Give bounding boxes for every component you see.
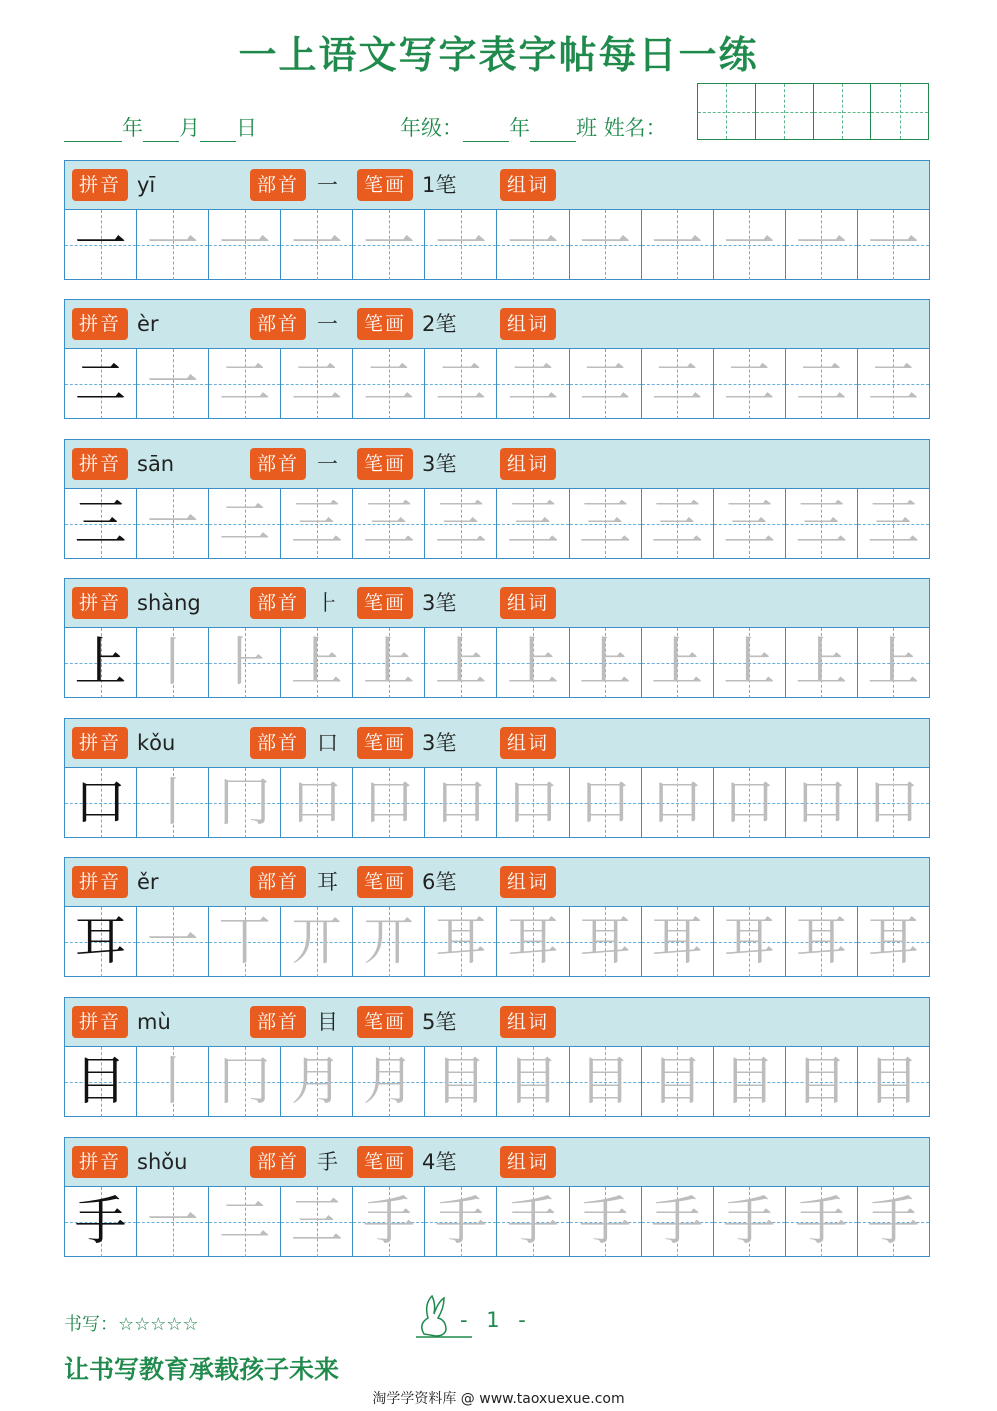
trace-character: 耳 bbox=[579, 912, 632, 972]
writing-grid bbox=[65, 907, 929, 977]
strokes-value: 2笔 bbox=[422, 312, 457, 336]
trace-character: 月 bbox=[362, 1052, 415, 1112]
grid-cell[interactable] bbox=[714, 907, 786, 977]
strokes-tag: 笔画 bbox=[357, 308, 413, 340]
trace-character: 三 bbox=[651, 494, 704, 554]
trace-character: 目 bbox=[507, 1052, 560, 1112]
name-cell[interactable] bbox=[756, 84, 814, 139]
grid-cell[interactable] bbox=[425, 489, 497, 559]
name-cell[interactable] bbox=[814, 84, 872, 139]
words-tag: 组词 bbox=[500, 169, 556, 201]
trace-character: 月 bbox=[290, 1052, 343, 1112]
trace-character: 二 bbox=[651, 354, 704, 414]
grid-cell[interactable] bbox=[281, 1187, 353, 1257]
strokes-tag: 笔画 bbox=[357, 1006, 413, 1038]
trace-character: 一 bbox=[362, 215, 415, 275]
pinyin-value: èr bbox=[137, 312, 159, 336]
grid-cell[interactable] bbox=[642, 907, 714, 977]
trace-character: 口 bbox=[867, 773, 920, 833]
practice-block bbox=[64, 439, 930, 559]
grid-cell[interactable] bbox=[209, 1187, 281, 1257]
trace-character: 三 bbox=[579, 494, 632, 554]
trace-character: 三 bbox=[290, 1192, 343, 1252]
name-cell[interactable] bbox=[871, 84, 928, 139]
practice-block bbox=[64, 299, 930, 419]
words-tag: 组词 bbox=[500, 866, 556, 898]
grid-cell[interactable] bbox=[137, 628, 209, 698]
trace-character: 目 bbox=[795, 1052, 848, 1112]
trace-character: 二 bbox=[723, 354, 776, 414]
grid-cell[interactable] bbox=[425, 210, 497, 280]
strokes-value: 3笔 bbox=[422, 452, 457, 476]
grid-cell[interactable] bbox=[65, 1047, 137, 1117]
grid-cell[interactable] bbox=[570, 489, 642, 559]
trace-character: 口 bbox=[362, 773, 415, 833]
grid-cell[interactable] bbox=[425, 1047, 497, 1117]
trace-character: 口 bbox=[434, 773, 487, 833]
trace-character: 一 bbox=[146, 215, 199, 275]
trace-character: 一 bbox=[651, 215, 704, 275]
grid-cell[interactable] bbox=[786, 349, 858, 419]
trace-character: 一 bbox=[867, 215, 920, 275]
grid-cell[interactable] bbox=[65, 1187, 137, 1257]
trace-character: 手 bbox=[651, 1192, 704, 1252]
trace-character: 手 bbox=[795, 1192, 848, 1252]
trace-character: 二 bbox=[362, 354, 415, 414]
grid-cell[interactable] bbox=[858, 489, 929, 559]
strokes-value: 3笔 bbox=[422, 731, 457, 755]
info-band bbox=[65, 579, 929, 628]
info-band bbox=[65, 719, 929, 768]
pinyin-value: mù bbox=[137, 1010, 171, 1034]
grid-cell[interactable] bbox=[65, 628, 137, 698]
trace-character: 一 bbox=[146, 354, 199, 414]
practice-block bbox=[64, 160, 930, 280]
grid-cell[interactable] bbox=[570, 1047, 642, 1117]
grid-cell[interactable] bbox=[786, 768, 858, 838]
grid-cell[interactable] bbox=[858, 628, 929, 698]
trace-character: 二 bbox=[218, 354, 271, 414]
grid-cell[interactable] bbox=[137, 1047, 209, 1117]
pinyin-value: ěr bbox=[137, 870, 159, 894]
grid-cell[interactable] bbox=[642, 628, 714, 698]
trace-character: 一 bbox=[579, 215, 632, 275]
trace-character: 上 bbox=[579, 633, 632, 693]
grid-cell[interactable] bbox=[786, 1047, 858, 1117]
model-character: 耳 bbox=[74, 912, 127, 972]
words-tag: 组词 bbox=[500, 1146, 556, 1178]
grid-cell[interactable] bbox=[209, 489, 281, 559]
grid-cell[interactable] bbox=[858, 1047, 929, 1117]
grid-cell[interactable] bbox=[786, 628, 858, 698]
pinyin-value: sān bbox=[137, 452, 175, 476]
name-writing-grid[interactable] bbox=[697, 83, 929, 140]
grid-cell[interactable] bbox=[714, 1047, 786, 1117]
grid-cell[interactable] bbox=[714, 628, 786, 698]
pinyin-value: yī bbox=[137, 173, 156, 197]
trace-character: 耳 bbox=[795, 912, 848, 972]
grid-cell[interactable] bbox=[425, 628, 497, 698]
trace-character: 上 bbox=[434, 633, 487, 693]
radical-value: 手 bbox=[317, 1150, 338, 1174]
practice-block bbox=[64, 718, 930, 838]
grid-cell[interactable] bbox=[786, 1187, 858, 1257]
model-character: 上 bbox=[74, 633, 127, 693]
trace-character: 一 bbox=[434, 215, 487, 275]
trace-character: 三 bbox=[362, 494, 415, 554]
pinyin-tag: 拼音 bbox=[72, 169, 128, 201]
trace-character: 手 bbox=[434, 1192, 487, 1252]
trace-character: 二 bbox=[795, 354, 848, 414]
grid-cell[interactable] bbox=[714, 1187, 786, 1257]
trace-character: 目 bbox=[723, 1052, 776, 1112]
grid-cell[interactable] bbox=[353, 210, 425, 280]
grid-cell[interactable] bbox=[642, 489, 714, 559]
grid-cell[interactable] bbox=[786, 210, 858, 280]
strokes-value: 6笔 bbox=[422, 870, 457, 894]
radical-value: 一 bbox=[317, 173, 338, 197]
trace-character: 二 bbox=[218, 1192, 271, 1252]
strokes-tag: 笔画 bbox=[357, 587, 413, 619]
grid-cell[interactable] bbox=[209, 1047, 281, 1117]
trace-character: 目 bbox=[434, 1052, 487, 1112]
words-tag: 组词 bbox=[500, 1006, 556, 1038]
name-cell[interactable] bbox=[698, 84, 756, 139]
grade-line bbox=[400, 112, 667, 142]
grid-cell[interactable] bbox=[570, 210, 642, 280]
grid-cell[interactable] bbox=[137, 489, 209, 559]
grid-cell[interactable] bbox=[353, 489, 425, 559]
trace-character: 丨 bbox=[146, 773, 199, 833]
grid-cell[interactable] bbox=[714, 210, 786, 280]
grid-cell[interactable] bbox=[497, 907, 569, 977]
trace-character: 一 bbox=[146, 494, 199, 554]
grid-cell[interactable] bbox=[642, 349, 714, 419]
grid-cell[interactable] bbox=[281, 489, 353, 559]
trace-character: 口 bbox=[579, 773, 632, 833]
words-tag: 组词 bbox=[500, 308, 556, 340]
grid-cell[interactable] bbox=[65, 349, 137, 419]
pinyin-tag: 拼音 bbox=[72, 308, 128, 340]
trace-character: 耳 bbox=[723, 912, 776, 972]
model-character: 一 bbox=[74, 215, 127, 275]
watermark: 淘学学资料库 @ www.taoxuexue.com bbox=[372, 1391, 625, 1407]
grid-cell[interactable] bbox=[858, 210, 929, 280]
trace-character: 一 bbox=[290, 215, 343, 275]
trace-character: 丌 bbox=[290, 912, 343, 972]
grid-cell[interactable] bbox=[65, 210, 137, 280]
radical-tag: 部首 bbox=[250, 1146, 306, 1178]
grid-cell[interactable] bbox=[425, 907, 497, 977]
strokes-value: 5笔 bbox=[422, 1010, 457, 1034]
grid-cell[interactable] bbox=[281, 349, 353, 419]
trace-character: 手 bbox=[579, 1192, 632, 1252]
trace-character: 三 bbox=[723, 494, 776, 554]
grid-cell[interactable] bbox=[209, 628, 281, 698]
trace-character: 手 bbox=[867, 1192, 920, 1252]
date-line bbox=[64, 112, 257, 142]
trace-character: 三 bbox=[434, 494, 487, 554]
practice-block bbox=[64, 1137, 930, 1257]
strokes-value: 3笔 bbox=[422, 591, 457, 615]
model-character: 口 bbox=[74, 773, 127, 833]
trace-character: 二 bbox=[218, 494, 271, 554]
month-blank[interactable] bbox=[143, 117, 179, 142]
grid-cell[interactable] bbox=[714, 489, 786, 559]
writing-grid bbox=[65, 768, 929, 838]
trace-character: 丨 bbox=[146, 1052, 199, 1112]
grid-cell[interactable] bbox=[281, 768, 353, 838]
radical-value: 目 bbox=[317, 1010, 338, 1034]
strokes-tag: 笔画 bbox=[357, 727, 413, 759]
info-band bbox=[65, 300, 929, 349]
trace-character: 三 bbox=[867, 494, 920, 554]
strokes-tag: 笔画 bbox=[357, 448, 413, 480]
model-character: 三 bbox=[74, 494, 127, 554]
pinyin-value: kǒu bbox=[137, 731, 176, 755]
grid-cell[interactable] bbox=[137, 1187, 209, 1257]
writing-grid bbox=[65, 1047, 929, 1117]
trace-character: 目 bbox=[579, 1052, 632, 1112]
trace-character: 目 bbox=[867, 1052, 920, 1112]
radical-tag: 部首 bbox=[250, 448, 306, 480]
trace-character: 冂 bbox=[218, 1052, 271, 1112]
year-blank[interactable] bbox=[64, 117, 122, 142]
trace-character: 手 bbox=[362, 1192, 415, 1252]
strokes-tag: 笔画 bbox=[357, 1146, 413, 1178]
trace-character: 二 bbox=[579, 354, 632, 414]
grid-cell[interactable] bbox=[281, 210, 353, 280]
page-title: 一上语文写字表字帖每日一练 bbox=[238, 33, 759, 77]
trace-character: 上 bbox=[723, 633, 776, 693]
writing-grid bbox=[65, 349, 929, 419]
trace-character: ⺊ bbox=[218, 633, 271, 693]
grid-cell[interactable] bbox=[714, 768, 786, 838]
trace-character: 手 bbox=[507, 1192, 560, 1252]
writing-grid bbox=[65, 210, 929, 280]
grid-cell[interactable] bbox=[209, 907, 281, 977]
trace-character: 口 bbox=[290, 773, 343, 833]
model-character: 手 bbox=[74, 1192, 127, 1252]
pinyin-tag: 拼音 bbox=[72, 448, 128, 480]
trace-character: 上 bbox=[507, 633, 560, 693]
grid-cell[interactable] bbox=[65, 907, 137, 977]
model-character: 二 bbox=[74, 354, 127, 414]
radical-value: ⺊ bbox=[317, 591, 338, 615]
grid-cell[interactable] bbox=[714, 349, 786, 419]
pinyin-tag: 拼音 bbox=[72, 1006, 128, 1038]
trace-character: 丨 bbox=[146, 633, 199, 693]
writing-grid bbox=[65, 628, 929, 698]
trace-character: 一 bbox=[795, 215, 848, 275]
grid-cell[interactable] bbox=[570, 628, 642, 698]
trace-character: 口 bbox=[795, 773, 848, 833]
grid-cell[interactable] bbox=[858, 907, 929, 977]
radical-value: 一 bbox=[317, 452, 338, 476]
trace-character: 上 bbox=[651, 633, 704, 693]
radical-value: 耳 bbox=[317, 870, 338, 894]
trace-character: 耳 bbox=[507, 912, 560, 972]
grid-cell[interactable] bbox=[281, 907, 353, 977]
radical-tag: 部首 bbox=[250, 308, 306, 340]
radical-tag: 部首 bbox=[250, 727, 306, 759]
info-band bbox=[65, 1138, 929, 1187]
trace-character: 二 bbox=[290, 354, 343, 414]
grid-cell[interactable] bbox=[353, 349, 425, 419]
grid-cell[interactable] bbox=[570, 768, 642, 838]
grid-cell[interactable] bbox=[353, 907, 425, 977]
grid-cell[interactable] bbox=[353, 1187, 425, 1257]
grid-cell[interactable] bbox=[497, 628, 569, 698]
grid-cell[interactable] bbox=[353, 628, 425, 698]
trace-character: 一 bbox=[507, 215, 560, 275]
radical-value: 一 bbox=[317, 312, 338, 336]
strokes-value: 1笔 bbox=[422, 173, 457, 197]
grade-label: 年级： bbox=[400, 116, 463, 140]
month-label: 月 bbox=[179, 116, 200, 140]
strokes-tag: 笔画 bbox=[357, 169, 413, 201]
radical-tag: 部首 bbox=[250, 866, 306, 898]
grid-cell[interactable] bbox=[497, 210, 569, 280]
practice-block bbox=[64, 857, 930, 977]
radical-tag: 部首 bbox=[250, 169, 306, 201]
grid-cell[interactable] bbox=[497, 349, 569, 419]
grid-cell[interactable] bbox=[642, 1047, 714, 1117]
trace-character: 三 bbox=[795, 494, 848, 554]
trace-character: 二 bbox=[507, 354, 560, 414]
writing-grid bbox=[65, 1187, 929, 1257]
pinyin-value: shǒu bbox=[137, 1150, 188, 1174]
trace-character: 二 bbox=[434, 354, 487, 414]
grid-cell[interactable] bbox=[786, 489, 858, 559]
pinyin-tag: 拼音 bbox=[72, 1146, 128, 1178]
page-number: - 1 - bbox=[460, 1308, 532, 1332]
trace-character: 三 bbox=[507, 494, 560, 554]
grid-cell[interactable] bbox=[425, 1187, 497, 1257]
trace-character: 口 bbox=[507, 773, 560, 833]
grid-cell[interactable] bbox=[137, 349, 209, 419]
grid-cell[interactable] bbox=[858, 349, 929, 419]
strokes-tag: 笔画 bbox=[357, 866, 413, 898]
rating: 书写：☆☆☆☆☆ bbox=[64, 1314, 199, 1335]
trace-character: 一 bbox=[723, 215, 776, 275]
grid-cell[interactable] bbox=[137, 768, 209, 838]
radical-value: 口 bbox=[317, 731, 338, 755]
grid-cell[interactable] bbox=[209, 768, 281, 838]
day-label: 日 bbox=[236, 116, 257, 140]
pinyin-tag: 拼音 bbox=[72, 727, 128, 759]
grid-cell[interactable] bbox=[209, 210, 281, 280]
trace-character: 上 bbox=[795, 633, 848, 693]
pinyin-value: shàng bbox=[137, 591, 201, 615]
info-band bbox=[65, 161, 929, 210]
trace-character: 耳 bbox=[651, 912, 704, 972]
trace-character: 三 bbox=[290, 494, 343, 554]
pinyin-tag: 拼音 bbox=[72, 866, 128, 898]
trace-character: 丅 bbox=[218, 912, 271, 972]
writing-grid bbox=[65, 489, 929, 559]
grid-cell[interactable] bbox=[497, 1187, 569, 1257]
grade-blank[interactable] bbox=[463, 117, 509, 142]
grid-cell[interactable] bbox=[570, 1187, 642, 1257]
practice-block bbox=[64, 578, 930, 698]
grid-cell[interactable] bbox=[65, 489, 137, 559]
grid-cell[interactable] bbox=[570, 349, 642, 419]
trace-character: 口 bbox=[651, 773, 704, 833]
trace-character: 目 bbox=[651, 1052, 704, 1112]
slogan: 让书写教育承载孩子未来 bbox=[64, 1355, 340, 1384]
grid-cell[interactable] bbox=[786, 907, 858, 977]
trace-character: 一 bbox=[146, 912, 199, 972]
words-tag: 组词 bbox=[500, 727, 556, 759]
trace-character: 耳 bbox=[434, 912, 487, 972]
trace-character: 手 bbox=[723, 1192, 776, 1252]
trace-character: 口 bbox=[723, 773, 776, 833]
trace-character: 丌 bbox=[362, 912, 415, 972]
trace-character: 上 bbox=[867, 633, 920, 693]
strokes-value: 4笔 bbox=[422, 1150, 457, 1174]
grid-cell[interactable] bbox=[858, 1187, 929, 1257]
trace-character: 上 bbox=[362, 633, 415, 693]
grid-cell[interactable] bbox=[353, 1047, 425, 1117]
grid-cell[interactable] bbox=[281, 628, 353, 698]
trace-character: 一 bbox=[146, 1192, 199, 1252]
day-blank[interactable] bbox=[200, 117, 236, 142]
year-label: 年 bbox=[122, 116, 143, 140]
grid-cell[interactable] bbox=[353, 768, 425, 838]
info-band bbox=[65, 858, 929, 907]
trace-character: 二 bbox=[867, 354, 920, 414]
class-blank[interactable] bbox=[530, 117, 576, 142]
grid-cell[interactable] bbox=[497, 768, 569, 838]
grid-cell[interactable] bbox=[858, 768, 929, 838]
grid-cell[interactable] bbox=[209, 349, 281, 419]
grid-cell[interactable] bbox=[281, 1047, 353, 1117]
trace-character: 上 bbox=[290, 633, 343, 693]
practice-block bbox=[64, 997, 930, 1117]
trace-character: 一 bbox=[218, 215, 271, 275]
words-tag: 组词 bbox=[500, 448, 556, 480]
words-tag: 组词 bbox=[500, 587, 556, 619]
class-label: 班 bbox=[576, 116, 597, 140]
grade-year-label: 年 bbox=[509, 116, 530, 140]
info-band bbox=[65, 440, 929, 489]
name-label: 姓名： bbox=[603, 116, 667, 140]
grid-cell[interactable] bbox=[497, 1047, 569, 1117]
grid-cell[interactable] bbox=[642, 210, 714, 280]
info-band bbox=[65, 998, 929, 1047]
grid-cell[interactable] bbox=[570, 907, 642, 977]
grid-cell[interactable] bbox=[137, 210, 209, 280]
grid-cell[interactable] bbox=[497, 489, 569, 559]
grid-cell[interactable] bbox=[642, 1187, 714, 1257]
grid-cell[interactable] bbox=[65, 768, 137, 838]
trace-character: 耳 bbox=[867, 912, 920, 972]
radical-tag: 部首 bbox=[250, 587, 306, 619]
model-character: 目 bbox=[74, 1052, 127, 1112]
grid-cell[interactable] bbox=[425, 768, 497, 838]
radical-tag: 部首 bbox=[250, 1006, 306, 1038]
grid-cell[interactable] bbox=[642, 768, 714, 838]
grid-cell[interactable] bbox=[137, 907, 209, 977]
trace-character: 冂 bbox=[218, 773, 271, 833]
pinyin-tag: 拼音 bbox=[72, 587, 128, 619]
grid-cell[interactable] bbox=[425, 349, 497, 419]
